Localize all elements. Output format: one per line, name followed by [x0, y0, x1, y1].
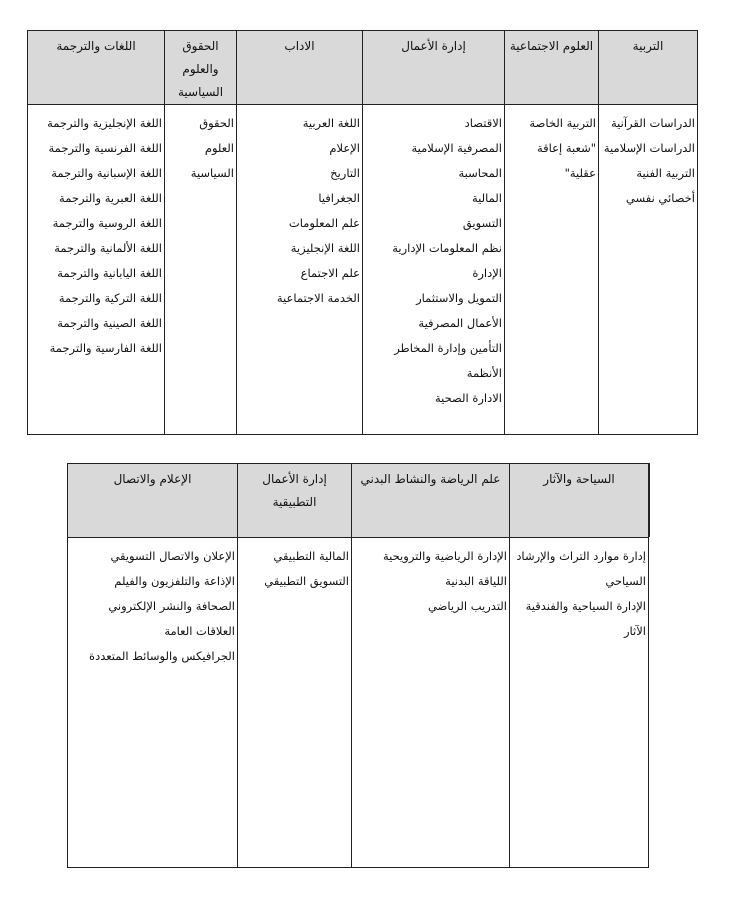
majors-list [165, 105, 236, 186]
list-item: اللغة الفارسية والترجمة [49, 341, 162, 355]
list-item: الإذاعة والتلفزيون والفيلم [114, 574, 235, 588]
majors-list [68, 538, 237, 669]
header-cell [505, 31, 599, 105]
majors-cell [68, 538, 238, 868]
list-item: الأنظمة [466, 366, 502, 380]
list-item: التاريخ [330, 166, 360, 180]
list-item: الخدمة الاجتماعية [276, 291, 360, 305]
majors-cell [599, 105, 698, 435]
list-item: المصرفية الإسلامية [411, 141, 502, 155]
header-cell [165, 31, 237, 105]
list-item: العلاقات العامة [164, 624, 235, 638]
list-item: الإعلان والاتصال التسويقي [110, 549, 235, 563]
header-cell [352, 464, 510, 538]
column-header: الحقوق والعلوم السياسية [177, 39, 224, 99]
list-item: اللغة التركية والترجمة [58, 291, 162, 305]
majors-list [510, 538, 648, 644]
header-row [28, 31, 698, 105]
majors-cell [165, 105, 237, 435]
list-item: التمويل والاستثمار [416, 291, 502, 305]
header-cell [510, 464, 649, 538]
majors-cell [363, 105, 505, 435]
majors-table-2 [67, 463, 649, 868]
column-header: السياحة والآثار [543, 472, 615, 486]
majors-cell [510, 538, 649, 868]
majors-row [28, 105, 698, 435]
list-item: اللغة الفرنسية والترجمة [48, 141, 162, 155]
list-item: التأمين وإدارة المخاطر [394, 341, 502, 355]
majors-table-1 [27, 30, 698, 435]
header-cell [599, 31, 698, 105]
header-cell [68, 464, 238, 538]
column-header: الإعلام والاتصال [113, 472, 192, 486]
header-cell [238, 464, 352, 538]
majors-list [352, 538, 509, 619]
majors-list [363, 105, 504, 411]
list-item: التسويق التطبيقي [264, 574, 349, 588]
list-item: الجرافيكس والوسائط المتعددة [89, 649, 235, 663]
list-item: اللغة الإسبانية والترجمة [51, 166, 162, 180]
list-item: التسويق [462, 216, 502, 230]
majors-cell [238, 538, 352, 868]
majors-cell [28, 105, 165, 435]
list-item: عقلية" [564, 166, 596, 180]
list-item: الجغرافيا [318, 191, 360, 205]
list-item: اللغة الصينية والترجمة [57, 316, 162, 330]
header-cell [28, 31, 165, 105]
list-item: العلوم [204, 141, 234, 155]
list-item: إدارة موارد التراث والإرشاد [516, 549, 646, 563]
majors-row [68, 538, 649, 868]
list-item: الإدارة [472, 266, 502, 280]
column-header: إدارة الأعمال [401, 39, 466, 53]
list-item: الإدارة الرياضية والترويحية [383, 549, 507, 563]
list-item: السياحي [605, 574, 646, 588]
list-item: الحقوق [199, 116, 234, 130]
list-item: الإدارة السياحية والفندقية [525, 599, 646, 613]
list-item: اللياقة البدنية [445, 574, 507, 588]
list-item: الدراسات القرآنية [611, 116, 695, 130]
list-item: أخصائي نفسي [625, 191, 695, 205]
list-item: علم المعلومات [288, 216, 360, 230]
majors-list [237, 105, 362, 311]
table-edge-rule [649, 463, 650, 537]
majors-list [599, 105, 697, 211]
header-cell [363, 31, 505, 105]
list-item: التربية الخاصة [529, 116, 596, 130]
header-row [68, 464, 649, 538]
majors-list [238, 538, 351, 594]
list-item: نظم المعلومات الإدارية [392, 241, 502, 255]
list-item: اللغة العربية [302, 116, 360, 130]
list-item: الدراسات الإسلامية [603, 141, 695, 155]
list-item: اللغة الإنجليزية [290, 241, 360, 255]
list-item: المالية [472, 191, 502, 205]
column-header: إدارة الأعمال التطبيقية [262, 472, 327, 509]
column-header: اللغات والترجمة [56, 39, 136, 53]
list-item: علم الاجتماع [300, 266, 360, 280]
list-item: اللغة الإنجليزية والترجمة [47, 116, 162, 130]
list-item: السياسية [190, 166, 234, 180]
list-item: اللغة الروسية والترجمة [52, 216, 162, 230]
list-item: الآثار [623, 624, 646, 638]
list-item: التربية الفنية [636, 166, 695, 180]
list-item: الإعلام [329, 141, 360, 155]
list-item: الأعمال المصرفية [418, 316, 502, 330]
majors-list [505, 105, 598, 186]
list-item: الادارة الصحية [434, 391, 502, 405]
majors-cell [505, 105, 599, 435]
list-item: الاقتصاد [464, 116, 502, 130]
column-header: الاداب [284, 39, 315, 53]
list-item: الصحافة والنشر الإلكتروني [108, 599, 235, 613]
column-header: العلوم الاجتماعية [509, 39, 594, 53]
list-item: "شعبة إعاقة [537, 141, 596, 155]
majors-cell [237, 105, 363, 435]
list-item: المحاسبة [458, 166, 502, 180]
list-item: المالية التطبيقي [273, 549, 349, 563]
list-item: اللغة اليابانية والترجمة [57, 266, 162, 280]
list-item: التدريب الرياضي [427, 599, 507, 613]
list-item: اللغة العبرية والترجمة [59, 191, 162, 205]
majors-list [28, 105, 164, 361]
list-item: اللغة الألمانية والترجمة [54, 241, 162, 255]
header-cell [237, 31, 363, 105]
column-header: علم الرياضة والنشاط البدني [360, 472, 501, 486]
column-header: التربية [632, 39, 664, 53]
majors-cell [352, 538, 510, 868]
